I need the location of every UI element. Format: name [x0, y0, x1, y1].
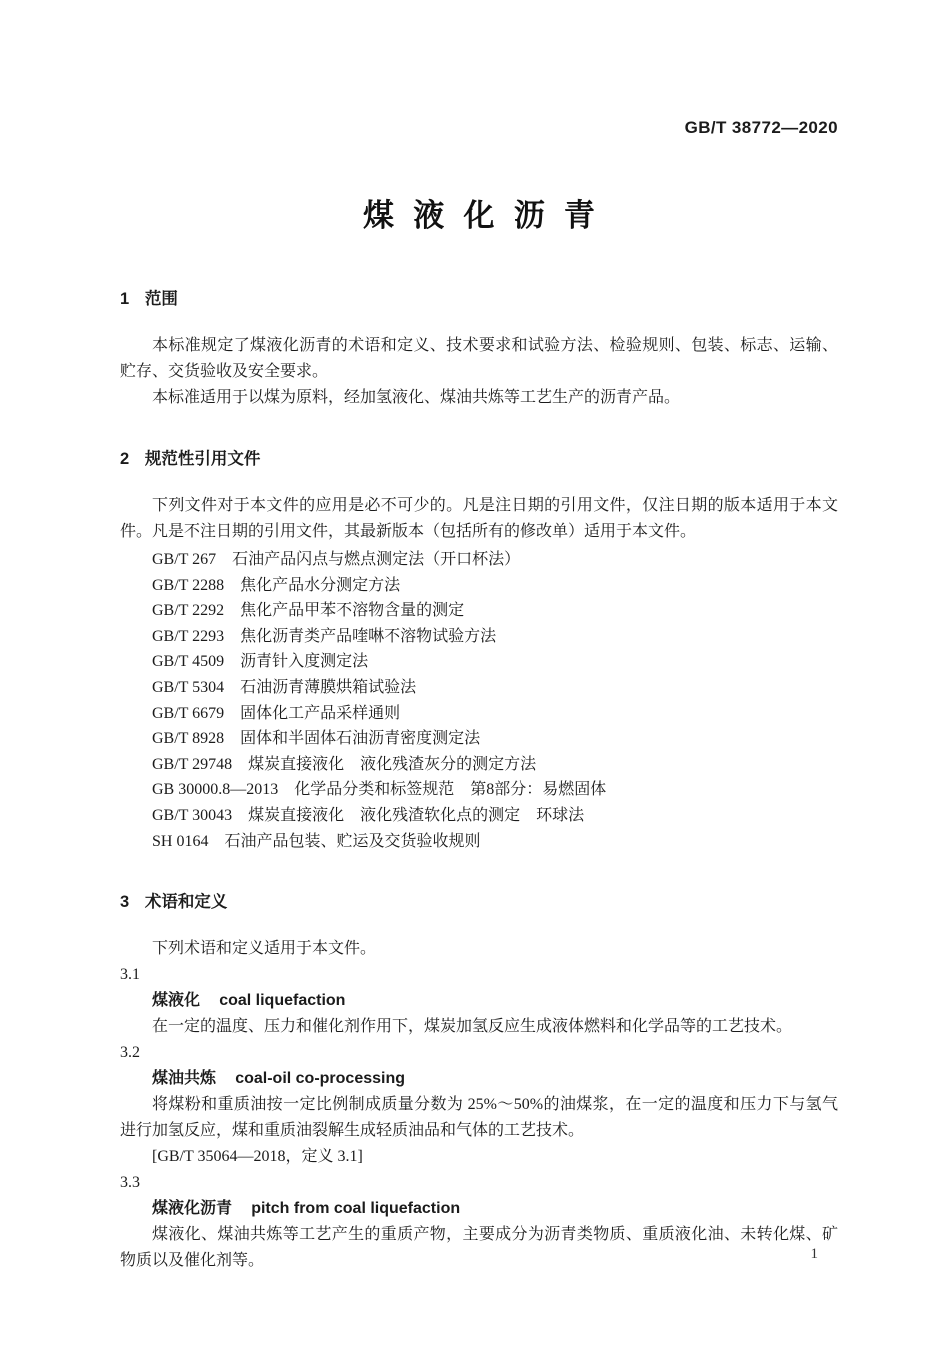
section-title: 术语和定义: [144, 893, 228, 912]
reference-item: GB/T 6679 固体化工产品采样通则: [152, 704, 401, 722]
citation-note: [GB/T 35064—2018，定义 3.1]: [152, 1148, 363, 1166]
reference-item: GB/T 2288 焦化产品水分测定方法: [152, 576, 401, 594]
term-definition: 将煤粉和重质油按一定比例制成质量分数为 25%～50%的油煤浆，在一定的温度和压力下与氢气进行加氢反应，煤和重质油裂解生成轻质油品和气体的工艺技术。: [120, 1096, 838, 1140]
term-name-cn: 煤液化: [152, 992, 201, 1010]
section-number: 3: [120, 893, 130, 912]
term-name-en: pitch from coal liquefaction: [251, 1200, 461, 1218]
term-block: [120, 1040, 838, 1170]
reference-list: [120, 547, 838, 854]
term-title: [120, 988, 838, 1014]
paragraph: 本标准适用于以煤为原料，经加氢液化、煤油共炼等工艺生产的沥青产品。: [152, 389, 681, 406]
page-number: 1: [810, 1246, 818, 1262]
reference-item: GB 30000.8—2013 化学品分类和标签规范 第8部分：易燃固体: [152, 781, 607, 799]
section-title: 规范性引用文件: [144, 450, 261, 468]
section-1-heading: [120, 285, 838, 309]
term-number: 3.1: [120, 966, 140, 984]
reference-item: GB/T 2293 焦化沥青类产品喹啉不溶物试验方法: [152, 627, 497, 645]
paragraph: 下列文件对于本文件的应用是必不可少的。凡是注日期的引用文件，仅注日期的版本适用于本文件。凡是不注日期的引用文件，其最新版本（包括所有的修改单）适用于本文件。: [120, 497, 838, 540]
term-name-cn: 煤液化沥青: [152, 1200, 233, 1218]
term-title: [120, 1066, 838, 1092]
section-3-heading: [120, 888, 838, 912]
paragraph: 下列术语和定义适用于本文件。: [152, 940, 377, 958]
term-name-en: coal-oil co-processing: [235, 1070, 406, 1088]
term-definition: 在一定的温度、压力和催化剂作用下，煤炭加氢反应生成液体燃料和化学品等的工艺技术。: [152, 1018, 793, 1036]
term-title: [120, 1196, 838, 1222]
standard-number: GB/T 38772—2020: [684, 118, 838, 137]
term-block: [120, 962, 838, 1040]
document-title: 煤液化沥青: [363, 198, 615, 233]
reference-item: GB/T 30043 煤炭直接液化 液化残渣软化点的测定 环球法: [152, 806, 585, 824]
section-number: 1: [120, 290, 130, 308]
reference-item: GB/T 267 石油产品闪点与燃点测定法（开口杯法）: [152, 551, 521, 568]
term-number: 3.2: [120, 1044, 140, 1062]
section-number: 2: [120, 450, 130, 468]
term-block: [120, 1170, 838, 1274]
reference-item: GB/T 4509 沥青针入度测定法: [152, 653, 369, 671]
section-title: 范围: [144, 290, 178, 308]
reference-item: GB/T 2292 焦化产品甲苯不溶物含量的测定: [152, 602, 465, 620]
reference-item: GB/T 5304 石油沥青薄膜烘箱试验法: [152, 678, 417, 696]
reference-item: GB/T 8928 固体和半固体石油沥青密度测定法: [152, 730, 481, 748]
term-name-cn: 煤油共炼: [152, 1070, 217, 1088]
reference-item: GB/T 29748 煤炭直接液化 液化残渣灰分的测定方法: [152, 755, 537, 773]
reference-item: SH 0164 石油产品包装、贮运及交货验收规则: [152, 832, 481, 850]
term-number: 3.3: [120, 1174, 140, 1192]
term-name-en: coal liquefaction: [219, 992, 346, 1010]
section-2-heading: [120, 445, 838, 469]
term-definition: 煤液化、煤油共炼等工艺产生的重质产物，主要成分为沥青类物质、重质液化油、未转化煤、矿物质以及催化剂等。: [120, 1226, 838, 1270]
paragraph: 本标准规定了煤液化沥青的术语和定义、技术要求和试验方法、检验规则、包装、标志、运输、贮存、交货验收及安全要求。: [120, 337, 838, 380]
